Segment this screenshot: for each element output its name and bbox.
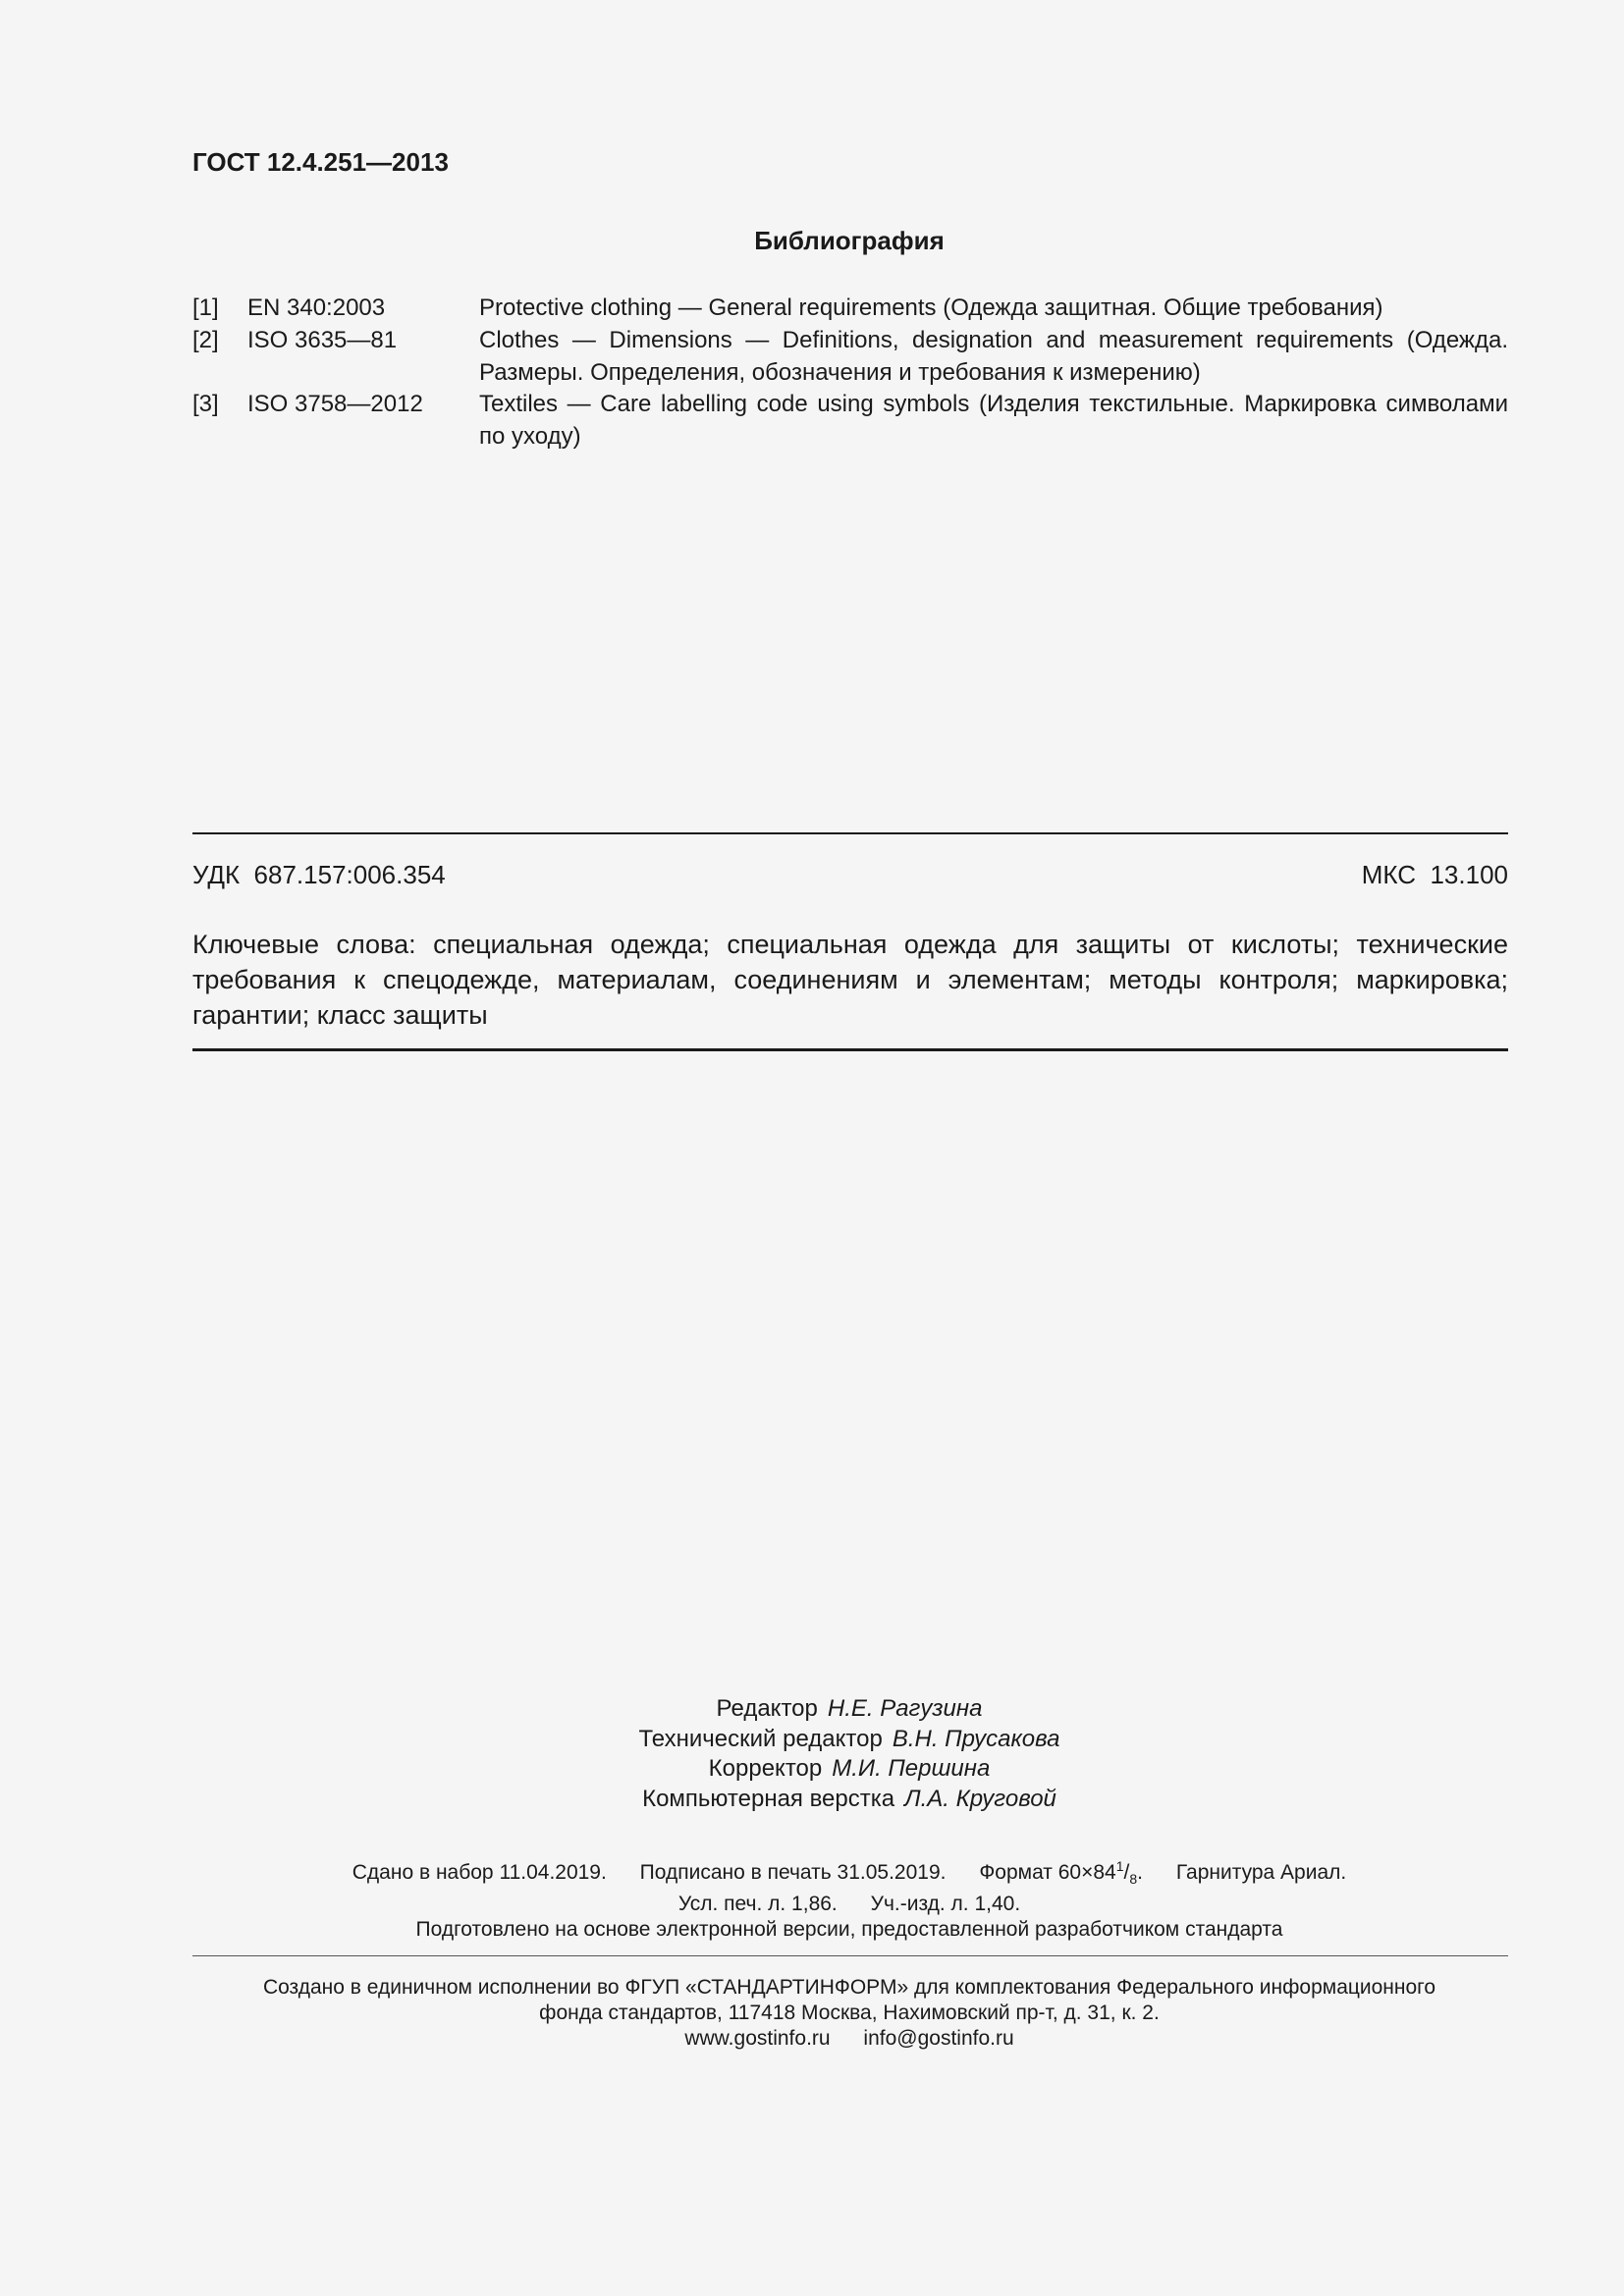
format: Формат $60\times 84^1/_8$. [979,1858,1144,1888]
editor-role: Корректор [708,1755,823,1782]
keywords: Ключевые слова: специальная одежда; специальная одежда для защиты от кислоты; технические требования к спецодежде, материалам, соединениям и элементам; методы контроля; маркировка; гарантии; класс защиты [192,930,1508,1030]
footer-line: фонда стандартов, 117418 Москва, Нахимовский пр-т, д. 31, к. 2. [539,2002,1160,2024]
ref-code: ISO 3635—81 [247,327,398,353]
ref-code: EN 340:2003 [247,294,386,321]
website-link[interactable]: www.gostinfo.ru [684,2027,831,2050]
divider [192,1048,1508,1051]
editor-name: М.И. Першина [832,1755,991,1782]
bibliography-item [192,324,1508,389]
editor-role: Редактор [716,1695,818,1722]
editor-line [0,1694,1624,1725]
udk-code: УДК 687.157:006.354 [192,860,446,889]
editor-name: Л.А. Круговой [904,1785,1056,1812]
submitted-date: Сдано в набор 11.04.2019. [352,1861,607,1884]
mks-code: МКС 13.100 [1361,860,1508,889]
editors-block [0,1694,1624,1814]
editor-role: Компьютерная верстка [642,1785,895,1812]
editor-line [0,1725,1624,1755]
bibliography-title: Библиография [754,226,945,255]
footer-block [0,1975,1624,2052]
ref-title: Protective clothing — General requirements (Одежда защитная. Общие требования) [479,294,1383,321]
signed-date: Подписано в печать 31.05.2019. [639,1861,947,1884]
editor-name: В.Н. Прусакова [892,1725,1060,1752]
bibliography-item [192,292,1508,324]
print-sheets: Усл. печ. л. 1,86. [677,1893,838,1916]
ref-number: [3] [192,391,219,417]
email-link[interactable]: info@gostinfo.ru [863,2027,1014,2050]
imprint-note: Подготовлено на основе электронной версии, предоставленной разработчиком стандарта [415,1918,1283,1942]
editor-line [0,1754,1624,1785]
ref-title: Textiles — Care labelling code using symbols (Изделия текстильные. Маркировка символами по уходу) [479,391,1508,450]
ref-number: [1] [192,294,219,321]
typeface: Гарнитура Ариал. [1175,1861,1347,1884]
editor-role: Технический редактор [638,1725,883,1752]
ref-number: [2] [192,327,219,353]
editor-line [0,1785,1624,1815]
bibliography-item [192,388,1508,453]
footer-line: Создано в единичном исполнении во ФГУП «СТАНДАРТИНФОРМ» для комплектования Федерального информационного [262,1976,1436,1999]
pub-sheets: Уч.-изд. л. 1,40. [870,1893,1021,1916]
ref-code: ISO 3758—2012 [247,391,423,417]
imprint-block [0,1853,1624,1943]
editor-name: Н.Е. Рагузина [827,1695,983,1722]
divider [192,1955,1508,1956]
document-id: ГОСТ 12.4.251—2013 [192,147,449,177]
ref-title: Clothes — Dimensions — Definitions, designation and measurement requirements (Одежда. Размеры. Определения, обозначения и требования к измерению) [479,327,1508,386]
divider [192,832,1508,834]
